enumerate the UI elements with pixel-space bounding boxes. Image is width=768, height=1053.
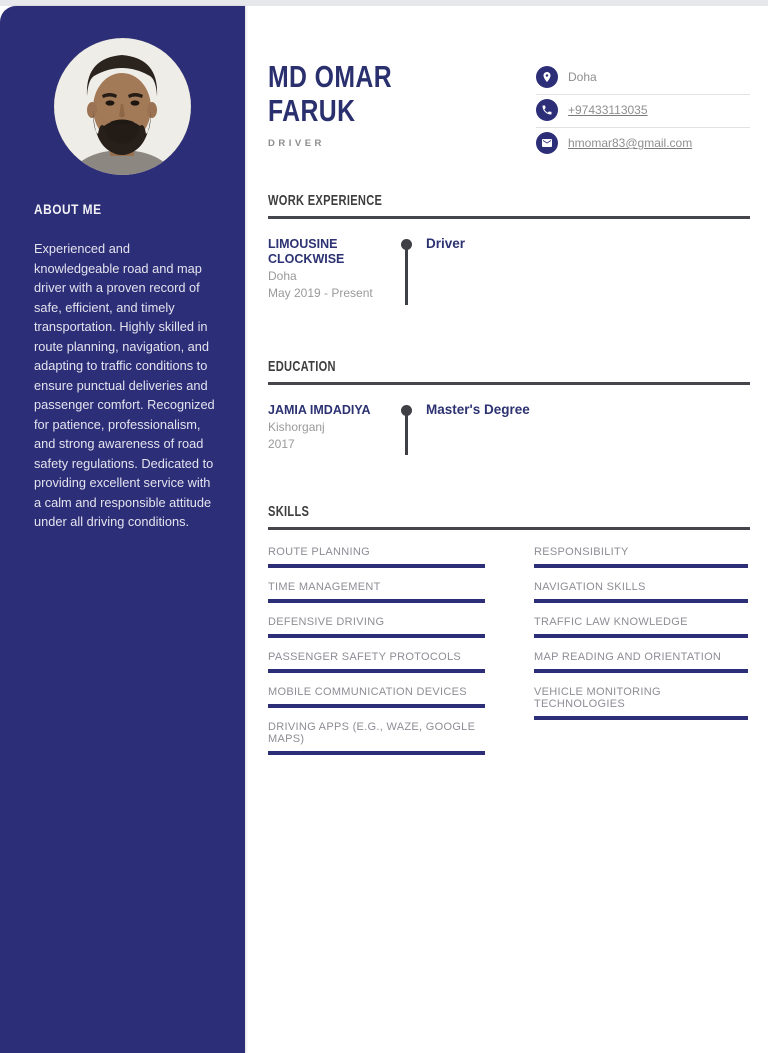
contact-list [536,62,750,160]
skill-bar [534,634,748,638]
section-rule [268,527,750,530]
skill-item [268,651,485,673]
name-line-1: MD OMAR [268,59,393,94]
education-dates: 2017 [268,436,295,451]
skill-bar [268,634,485,638]
work-entry-left [268,237,401,300]
skill-label: TRAFFIC LAW KNOWLEDGE [534,616,688,628]
location-pin-icon [536,66,558,88]
phone-icon [536,99,558,121]
skill-item [268,721,485,755]
timeline-line [405,413,408,455]
skill-bar [534,599,748,603]
contact-row-location [536,62,750,95]
skill-bar [268,751,485,755]
work-experience-heading: WORK EXPERIENCE [268,192,383,209]
email-icon [536,132,558,154]
sidebar [0,6,245,1053]
timeline-line [405,247,408,305]
skills-section [268,503,750,768]
header [268,60,750,160]
work-organization: LIMOUSINE CLOCKWISE [268,237,345,266]
education-organization: JAMIA IMDADIYA [268,403,371,417]
work-experience-section [268,192,750,300]
skills-column-left [268,546,485,768]
skill-item [534,581,748,603]
avatar [54,38,191,175]
main-content [268,6,750,768]
contact-email[interactable]: hmomar83@gmail.com [568,136,693,150]
work-dates: May 2019 - Present [268,285,373,300]
skill-item [268,546,485,568]
skill-item [534,686,748,720]
skill-item [268,581,485,603]
about-me-text: Experienced and knowledgeable road and map driver with a proven record of safe, efficient, and timely transportation. Highly skilled in route planning, navigation, and adapting to traffic conditions to ensure punctual deliveries and passenger comfort. Recognized for patience, professionalism, and strong awareness of road safety regulations. Dedicated to providing excellent service with a calm and responsible attitude under all driving conditions. [34,241,215,529]
education-entry [268,403,750,451]
name-block [268,60,423,160]
section-rule [268,216,750,219]
skill-label: DEFENSIVE DRIVING [268,616,385,628]
skill-label: TIME MANAGEMENT [268,581,381,593]
contact-phone[interactable]: +97433113035 [568,103,648,117]
skills-heading: SKILLS [268,503,310,520]
contact-location: Doha [568,70,597,84]
skill-bar [534,669,748,673]
education-entry-left [268,403,401,451]
skills-grid [268,546,750,768]
skill-bar [534,716,748,720]
about-me-heading: ABOUT ME [34,201,102,217]
contact-row-email [536,128,750,160]
skill-label: NAVIGATION SKILLS [534,581,646,593]
contact-row-phone [536,95,750,128]
skill-item [268,686,485,708]
skill-item [268,616,485,638]
skill-label: RESPONSIBILITY [534,546,629,558]
skill-item [534,651,748,673]
skill-item [534,546,748,568]
name-line-2: FARUK [268,93,356,128]
skill-label: VEHICLE MONITORING TECHNOLOGIES [534,686,661,710]
resume-page [0,6,768,1053]
skill-bar [268,669,485,673]
job-title: DRIVER [268,138,325,149]
work-location: Doha [268,269,297,283]
timeline [401,239,412,300]
skill-bar [268,599,485,603]
education-heading: EDUCATION [268,358,336,375]
work-entry [268,237,750,300]
skills-column-right [534,546,748,768]
skill-label: PASSENGER SAFETY PROTOCOLS [268,651,462,663]
work-role: Driver [426,236,466,251]
skill-item [534,616,748,638]
skill-label: MOBILE COMMUNICATION DEVICES [268,686,467,698]
skill-bar [268,704,485,708]
education-section [268,358,750,451]
education-location: Kishorganj [268,420,325,434]
profile-photo [54,38,191,175]
skill-bar [534,564,748,568]
skill-label: ROUTE PLANNING [268,546,370,558]
skill-bar [268,564,485,568]
section-rule [268,382,750,385]
education-role: Master's Degree [426,402,530,417]
skill-label: MAP READING AND ORIENTATION [534,651,722,663]
timeline [401,405,412,451]
skill-label: DRIVING APPS (E.G., WAZE, GOOGLE MAPS) [268,721,476,745]
